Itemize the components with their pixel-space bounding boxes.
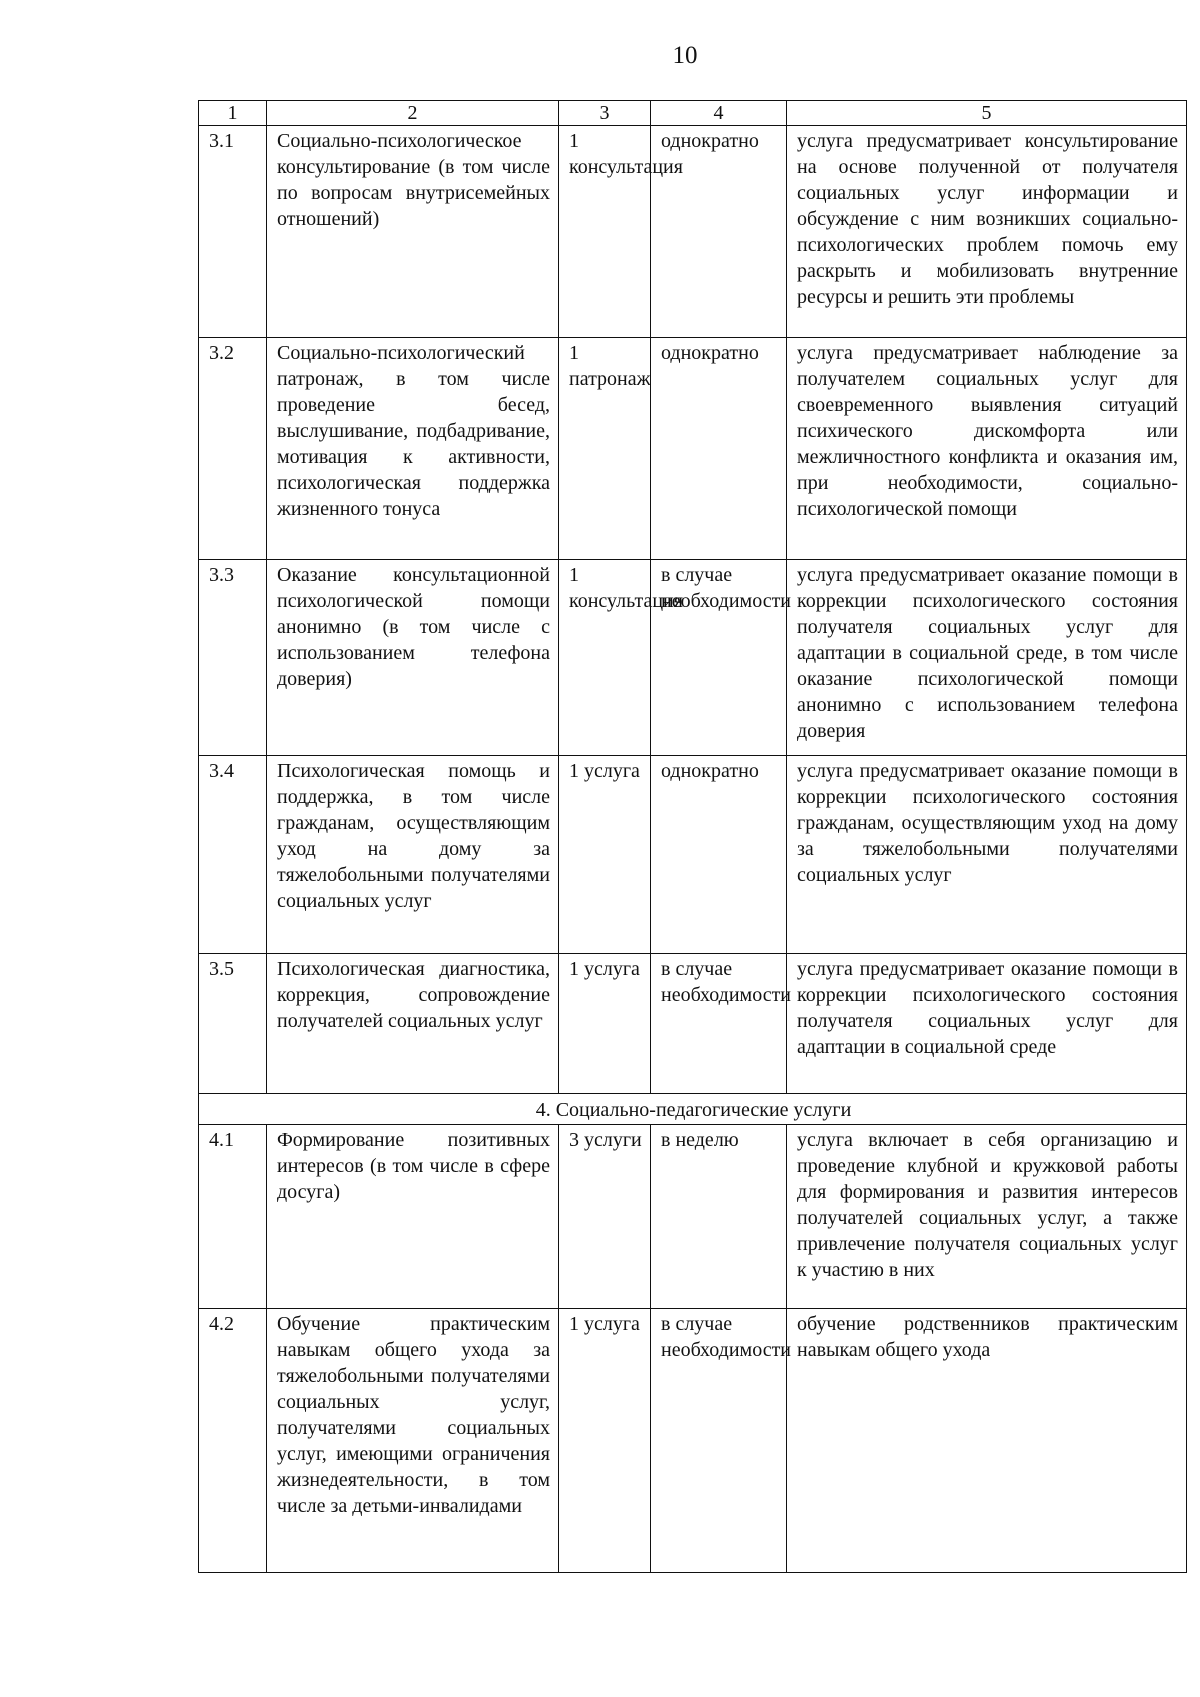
section-title: 4. Социально-педагогические услуги: [199, 1094, 1187, 1125]
table-row: [199, 1125, 1187, 1309]
row-number: 3.4: [199, 756, 267, 954]
col-header-2: 2: [267, 101, 559, 126]
service-description: услуга предусматривает оказание помощи в коррекции психологического состояния получателя социальных услуг для адаптации в социальной среде, в том числе оказание психологической помощи анонимно с использованием телефона доверия: [787, 560, 1187, 756]
service-unit: 1 патронаж: [559, 338, 651, 560]
service-unit: 1 услуга: [559, 1309, 651, 1573]
row-number: 3.5: [199, 954, 267, 1094]
service-frequency: однократно: [651, 338, 787, 560]
row-number: 4.1: [199, 1125, 267, 1309]
table-row: [199, 126, 1187, 338]
service-description: услуга предусматривает оказание помощи в коррекции психологического состояния гражданам, осуществляющим уход на дому за тяжелобольными получателями социальных услуг: [787, 756, 1187, 954]
service-frequency: однократно: [651, 126, 787, 338]
service-description: услуга предусматривает оказание помощи в коррекции психологического состояния получателя социальных услуг для адаптации в социальной среде: [787, 954, 1187, 1094]
table-row: [199, 560, 1187, 756]
table-row: [199, 338, 1187, 560]
service-unit: 1 консультация: [559, 126, 651, 338]
service-name: Психологическая диагностика, коррекция, сопровождение получателей социальных услуг: [267, 954, 559, 1094]
service-unit: 3 услуги: [559, 1125, 651, 1309]
service-frequency: в случае необходимости: [651, 1309, 787, 1573]
col-header-5: 5: [787, 101, 1187, 126]
col-header-4: 4: [651, 101, 787, 126]
page-number: 10: [672, 42, 698, 69]
table-row: [199, 1309, 1187, 1573]
table-row: [199, 756, 1187, 954]
service-unit: 1 услуга: [559, 954, 651, 1094]
service-name: Формирование позитивных интересов (в том числе в сфере досуга): [267, 1125, 559, 1309]
row-number: 3.1: [199, 126, 267, 338]
col-header-1: 1: [199, 101, 267, 126]
service-name: Социально-психологический патронаж, в том числе проведение бесед, выслушивание, подбадривание, мотивация к активности, психологическая поддержка жизненного тонуса: [267, 338, 559, 560]
service-name: Социально-психологическое консультирование (в том числе по вопросам внутрисемейных отношений): [267, 126, 559, 338]
section-row: [199, 1094, 1187, 1125]
header-row: [199, 101, 1187, 126]
row-number: 3.2: [199, 338, 267, 560]
service-description: услуга предусматривает наблюдение за получателем социальных услуг для своевременного выявления ситуаций психического дискомфорта или межличностного конфликта и оказания им, при необходимости, социально-психологической помощи: [787, 338, 1187, 560]
row-number: 3.3: [199, 560, 267, 756]
service-description: услуга включает в себя организацию и проведение клубной и кружковой работы для формирования и развития интересов получателей социальных услуг, а также привлечение получателя социальных услуг к участию в них: [787, 1125, 1187, 1309]
service-unit: 1 услуга: [559, 756, 651, 954]
service-unit: 1 консультация: [559, 560, 651, 756]
service-frequency: в неделю: [651, 1125, 787, 1309]
table-row: [199, 954, 1187, 1094]
service-name: Психологическая помощь и поддержка, в том числе гражданам, осуществляющим уход на дому за тяжелобольными получателями социальных услуг: [267, 756, 559, 954]
services-table: [198, 100, 1187, 1573]
service-frequency: однократно: [651, 756, 787, 954]
service-description: обучение родственников практическим навыкам общего ухода: [787, 1309, 1187, 1573]
service-frequency: в случае необходимости: [651, 560, 787, 756]
service-name: Обучение практическим навыкам общего ухода за тяжелобольными получателями социальных услуг, получателями социальных услуг, имеющими ограничения жизнедеятельности, в том числе за детьми-инвалидами: [267, 1309, 559, 1573]
col-header-3: 3: [559, 101, 651, 126]
service-frequency: в случае необходимости: [651, 954, 787, 1094]
service-description: услуга предусматривает консультирование на основе полученной от получателя социальных услуг информации и обсуждение с ним возникших социально-психологических проблем помочь ему раскрыть и мобилизовать внутренние ресурсы и решить эти проблемы: [787, 126, 1187, 338]
service-name: Оказание консультационной психологической помощи анонимно (в том числе с использованием телефона доверия): [267, 560, 559, 756]
row-number: 4.2: [199, 1309, 267, 1573]
